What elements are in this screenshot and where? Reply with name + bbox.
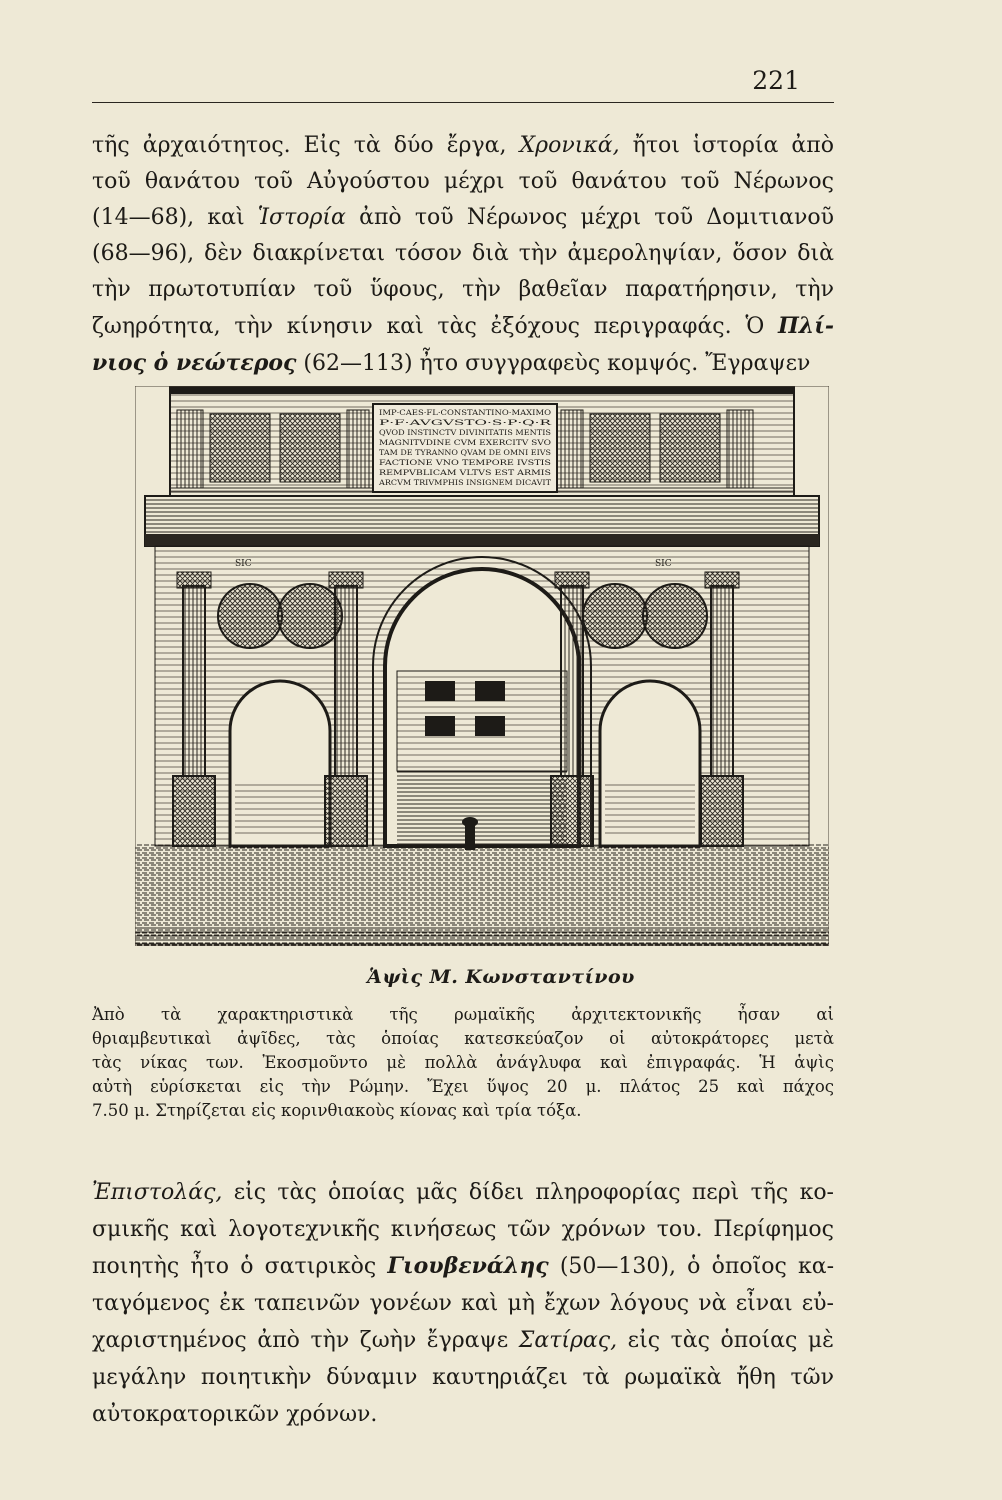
inscription-line: FACTIONE VNO TEMPORE IVSTIS xyxy=(379,458,552,467)
text-run: (14—68), καὶ xyxy=(92,205,258,230)
attic xyxy=(170,386,794,496)
italic-term: Ἱστορία xyxy=(257,205,346,230)
text-line xyxy=(92,345,834,382)
bold-name: Πλί- xyxy=(778,313,834,339)
text-run: ταγόμενος ἐκ ταπεινῶν γονέων καὶ μὴ ἔχων λόγους νὰ εἶναι εὐ- xyxy=(92,1291,834,1316)
text-run: τῆς ἀρχαιότητος. Εἰς τὰ δύο ἔργα, xyxy=(92,133,520,158)
figure-caption: Ἁψὶς Μ. Κωνσταντίνου xyxy=(367,966,635,988)
roundel-left-2 xyxy=(278,584,342,648)
text-run: αὐτὴ εὑρίσκεται εἰς τὴν Ρώμην. Ἔχει ὕψος 20 μ. πλάτος 25 καὶ πάχος xyxy=(92,1077,834,1096)
text-run: ἀπὸ τοῦ Νέρωνος μέχρι τοῦ Δομιτιανοῦ xyxy=(345,205,834,230)
bold-name: νιος ὁ νεώτερος xyxy=(92,350,297,376)
text-line xyxy=(92,236,834,272)
text-run: (62—113) ἦτο συγγραφεὺς κομψός. Ἔγραψεν xyxy=(296,351,811,376)
text-line xyxy=(92,308,834,345)
inscription-line: P·F·AVGVSTO·S·P·Q·R xyxy=(379,418,553,427)
text-run: θριαμβευτικαὶ ἁψῖδες, τὰς ὁποίας κατεσκεύαζον οἱ αὐτοκράτορες μετὰ xyxy=(92,1029,834,1048)
text-run: σμικῆς καὶ λογοτεχνικῆς κινήσεως τῶν χρόνων του. Περίφημος xyxy=(92,1217,834,1242)
figure-description xyxy=(92,1003,834,1123)
text-line xyxy=(92,1099,834,1123)
inscription-line: REMPVBLICAM VLTVS EST ARMIS xyxy=(379,468,552,477)
text-run: (68—96), δὲν διακρίνεται τόσον διὰ τὴν ἀμεροληψίαν, ὅσον διὰ xyxy=(92,241,834,266)
text-run: εἰς τὰς ὁποίας μὲ xyxy=(617,1328,834,1353)
text-run: τὴν πρωτοτυπίαν τοῦ ὕφους, τὴν βαθεῖαν παρατήρησιν, τὴν xyxy=(92,277,834,302)
roundel-right-2 xyxy=(643,584,707,648)
paragraph-2 xyxy=(92,1174,834,1433)
page-number: 221 xyxy=(752,66,800,95)
text-line xyxy=(92,1322,834,1359)
text-line xyxy=(92,1248,834,1285)
roundel-left-1 xyxy=(218,584,282,648)
italic-term: Σατίρας, xyxy=(518,1328,618,1353)
text-run: τοῦ θανάτου τοῦ Αὐγούστου μέχρι τοῦ θανάτου τοῦ Νέρωνος xyxy=(92,169,834,194)
inscription-line: QVOD INSTINCTV DIVINITATIS MENTIS xyxy=(379,428,552,437)
inscription-line: MAGNITVDINE CVM EXERCITV SVO xyxy=(379,438,552,447)
inscription-line: ARCVM TRIVMPHIS INSIGNEM DICAVIT xyxy=(377,478,552,487)
text-run: τὰς νίκας των. Ἐκοσμοῦντο μὲ πολλὰ ἀνάγλυφα καὶ ἐπιγραφάς. Ἡ ἁψὶς xyxy=(92,1053,834,1072)
italic-term: Χρονικά, xyxy=(519,133,620,158)
text-line xyxy=(92,1075,834,1099)
text-run: εἰς τὰς ὁποίας μᾶς δίδει πληροφορίας περὶ τῆς κο- xyxy=(222,1180,834,1205)
text-line xyxy=(92,1003,834,1027)
roundel-right-1 xyxy=(583,584,647,648)
text-line xyxy=(92,1174,834,1211)
header-rule xyxy=(92,102,834,103)
text-run: ποιητὴς ἦτο ὁ σατιρικὸς xyxy=(92,1254,388,1279)
inscription-line: IMP·CAES·FL·CONSTANTINO·MAXIMO xyxy=(379,408,552,417)
text-line xyxy=(92,1211,834,1248)
text-run: ἤτοι ἱστορία ἀπὸ xyxy=(619,133,834,158)
text-run: (50—130), ὁ ὁποῖος κα- xyxy=(548,1254,835,1279)
arch-of-constantine-illustration xyxy=(135,386,829,946)
italic-term: Ἐπιστολάς, xyxy=(92,1180,223,1205)
text-line xyxy=(92,1396,834,1433)
text-line xyxy=(92,272,834,308)
text-run: Ἀπὸ τὰ χαρακτηριστικὰ τῆς ρωμαϊκῆς ἀρχιτεκτονικῆς ἦσαν αἱ xyxy=(92,1005,834,1024)
text-run: ζωηρότητα, τὴν κίνησιν καὶ τὰς ἐξόχους περιγραφάς. Ὁ xyxy=(92,314,778,339)
paragraph-1 xyxy=(92,128,834,382)
text-line xyxy=(92,200,834,236)
text-line xyxy=(92,164,834,200)
text-line xyxy=(92,1051,834,1075)
attic-inscription xyxy=(378,408,552,487)
text-line xyxy=(92,1027,834,1051)
text-run: 7.50 μ. Στηρίζεται εἰς κορινθιακοὺς κίονας καὶ τρία τόξα. xyxy=(92,1101,582,1120)
text-run: μεγάλην ποιητικὴν δύναμιν καυτηριάζει τὰ ρωμαϊκὰ ἤθη τῶν xyxy=(92,1365,834,1390)
inscription-line: TAM DE TYRANNO QVAM DE OMNI EIVS xyxy=(379,448,552,457)
text-line xyxy=(92,128,834,164)
text-run: αὐτοκρατορικῶν χρόνων. xyxy=(92,1402,378,1427)
text-line xyxy=(92,1285,834,1322)
bold-name: Γιουβενάλης xyxy=(387,1253,549,1279)
text-line xyxy=(92,1359,834,1396)
text-run: χαριστημένος ἀπὸ τὴν ζωὴν ἔγραψε xyxy=(92,1328,519,1353)
